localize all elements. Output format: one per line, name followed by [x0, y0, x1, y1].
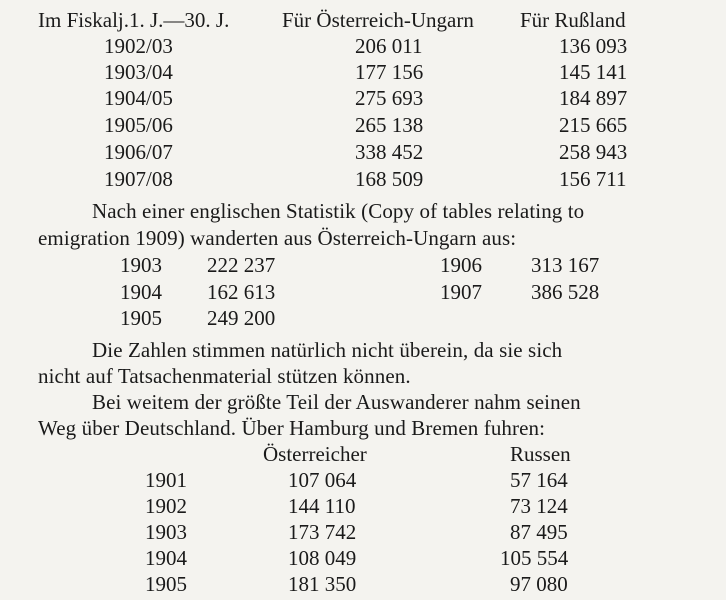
table1-year: 1907/08 — [104, 167, 173, 191]
table2-year: 1907 — [440, 280, 482, 304]
table1-year: 1906/07 — [104, 140, 173, 164]
table1-row — [0, 60, 726, 84]
table1-header — [0, 8, 726, 32]
table3-russians-value: 105 554 — [500, 546, 569, 570]
table3-year: 1902 — [145, 494, 187, 518]
paragraph-text: emigration 1909) wanderten aus Österreich-Ungarn aus: — [38, 226, 517, 250]
paragraph-line — [38, 226, 516, 250]
table2-year: 1905 — [120, 306, 162, 330]
table2-value: 162 613 — [207, 280, 276, 304]
table1-russia-header: Für Rußland — [520, 8, 626, 32]
table2-year: 1903 — [120, 253, 162, 277]
paragraph-line — [92, 199, 678, 223]
table3-austrians-value: 181 350 — [288, 572, 357, 596]
table1-austria-header: Für Österreich-Ungarn — [282, 8, 474, 32]
table2-row — [0, 280, 726, 304]
table1-row — [0, 140, 726, 164]
table1-russia-value: 258 943 — [559, 140, 628, 164]
table3-russians-value: 73 124 — [510, 494, 568, 518]
table3-austrians-value: 107 064 — [288, 468, 357, 492]
table3-row — [0, 572, 726, 596]
table3-austrians-value: 173 742 — [288, 520, 357, 544]
table1-russia-value: 136 093 — [559, 34, 628, 58]
table2-value: 386 528 — [531, 280, 600, 304]
table1-russia-value: 215 665 — [559, 113, 628, 137]
table1-year: 1904/05 — [104, 86, 173, 110]
table1-row — [0, 113, 726, 137]
table1-year: 1902/03 — [104, 34, 173, 58]
paragraph-text: Nach einer englischen Statistik (Copy of tables relating to — [92, 199, 585, 223]
table3-austrians-value: 108 049 — [288, 546, 357, 570]
table3-austrians-value: 144 110 — [288, 494, 356, 518]
table1-austria-value: 177 156 — [355, 60, 424, 84]
table1-austria-value: 275 693 — [355, 86, 424, 110]
table1-year: 1903/04 — [104, 60, 173, 84]
table1-russia-value: 156 711 — [559, 167, 627, 191]
table3-year: 1905 — [145, 572, 187, 596]
table1-row — [0, 34, 726, 58]
table1-austria-value: 206 011 — [355, 34, 423, 58]
table1-russia-value: 145 141 — [559, 60, 628, 84]
table3-russians-value: 97 080 — [510, 572, 568, 596]
table3-row — [0, 520, 726, 544]
table3-austrians-header: Österreicher — [263, 442, 367, 466]
table3-row — [0, 468, 726, 492]
table1-austria-value: 338 452 — [355, 140, 424, 164]
table3-year: 1903 — [145, 520, 187, 544]
table2-value: 249 200 — [207, 306, 276, 330]
table3-russians-value: 57 164 — [510, 468, 568, 492]
table2-row — [0, 253, 726, 277]
table2-row — [0, 306, 726, 330]
table1-austria-value: 265 138 — [355, 113, 424, 137]
table1-row — [0, 167, 726, 191]
table2-year: 1906 — [440, 253, 482, 277]
paragraph-text: Bei weitem der größte Teil der Auswanderer nahm seinen — [92, 390, 581, 414]
table1-row — [0, 86, 726, 110]
table1-year: 1905/06 — [104, 113, 173, 137]
table3-row — [0, 546, 726, 570]
table3-row — [0, 494, 726, 518]
table3-year: 1901 — [145, 468, 187, 492]
table2-value: 313 167 — [531, 253, 600, 277]
table3-header — [0, 442, 726, 466]
paragraph-text: nicht auf Tatsachenmaterial stützen können. — [38, 364, 411, 388]
table1-year-header: Im Fiskalj.1. J.—30. J. — [38, 8, 230, 32]
paragraph-line — [38, 416, 545, 440]
table3-russians-header: Russen — [510, 442, 571, 466]
table1-austria-value: 168 509 — [355, 167, 424, 191]
paragraph-text: Die Zahlen stimmen natürlich nicht überein, da sie sich — [92, 338, 563, 362]
paragraph-line — [92, 338, 678, 362]
paragraph-line — [38, 364, 411, 388]
paragraph-text: Weg über Deutschland. Über Hamburg und Bremen fuhren: — [38, 416, 546, 440]
table2-year: 1904 — [120, 280, 162, 304]
paragraph-line — [92, 390, 678, 414]
table1-russia-value: 184 897 — [559, 86, 628, 110]
table3-russians-value: 87 495 — [510, 520, 568, 544]
table3-year: 1904 — [145, 546, 187, 570]
table2-value: 222 237 — [207, 253, 276, 277]
